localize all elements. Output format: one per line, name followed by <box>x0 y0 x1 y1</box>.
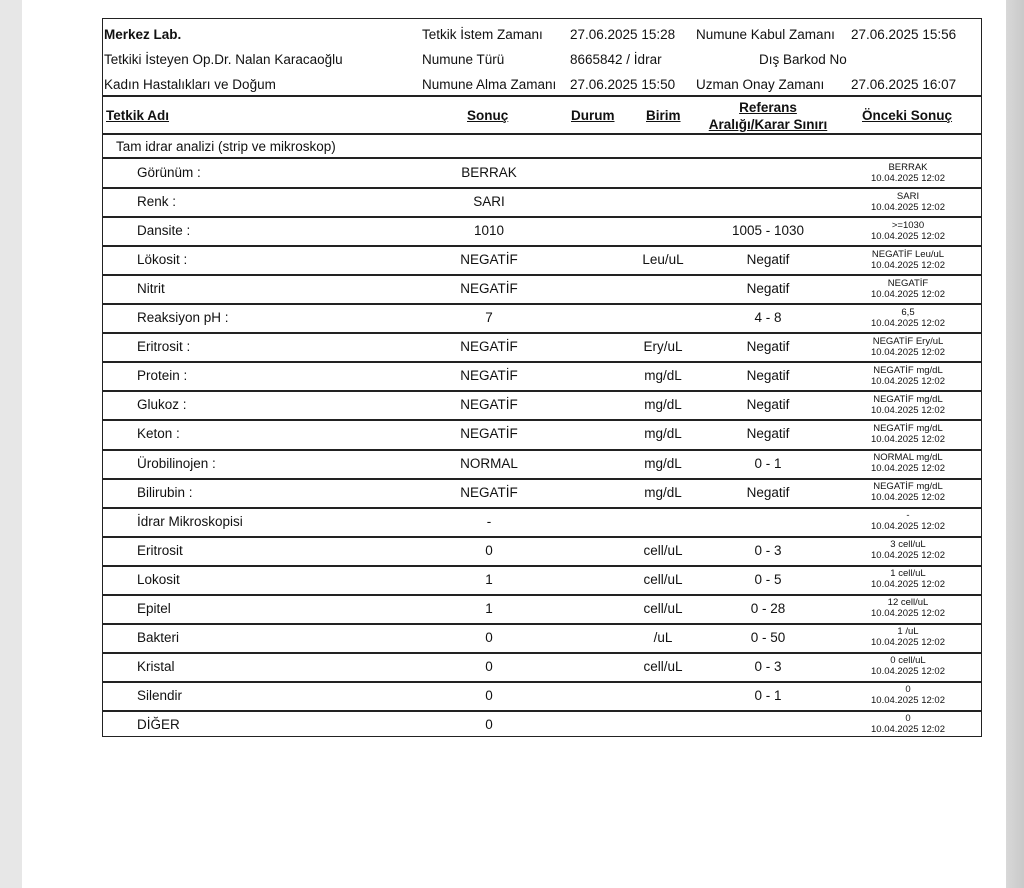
sample-type-value: 8665842 / İdrar <box>570 52 662 67</box>
test-reference: Negatif <box>746 339 790 355</box>
previous-value: 0 <box>905 684 911 696</box>
test-name: Silendir <box>137 687 183 703</box>
test-name: Kristal <box>137 658 175 674</box>
previous-date: 10.04.2025 12:02 <box>871 259 945 271</box>
previous-date: 10.04.2025 12:02 <box>871 433 945 445</box>
test-name: Görünüm : <box>137 165 201 180</box>
previous-value: 12 cell/uL <box>887 597 929 609</box>
table-row <box>103 303 981 332</box>
test-unit: mg/dL <box>644 455 682 471</box>
previous-date: 10.04.2025 12:02 <box>871 666 945 678</box>
previous-date: 10.04.2025 12:02 <box>871 521 945 533</box>
department: Kadın Hastalıkları ve Doğum <box>104 77 276 92</box>
previous-date: 10.04.2025 12:02 <box>871 375 945 387</box>
test-reference: Negatif <box>746 426 790 442</box>
test-name: Lokosit <box>137 571 180 587</box>
previous-result <box>833 478 983 507</box>
test-result: 0 <box>485 716 493 732</box>
previous-result <box>833 652 983 681</box>
test-reference: Negatif <box>746 397 790 413</box>
test-reference: 0 - 1 <box>754 455 782 471</box>
previous-value: NEGATİF Leu/uL <box>871 248 945 260</box>
previous-result <box>833 390 983 419</box>
test-unit: Ery/uL <box>643 339 683 355</box>
test-name: Glukoz : <box>137 397 187 413</box>
test-reference: Negatif <box>746 484 790 500</box>
test-unit <box>623 710 703 739</box>
test-reference: 0 - 28 <box>750 600 786 616</box>
previous-value: 0 cell/uL <box>890 655 926 667</box>
table-row <box>103 710 981 739</box>
test-result: 0 <box>485 687 493 703</box>
table-row <box>103 187 981 216</box>
table-row <box>103 390 981 419</box>
test-reference: Negatif <box>746 252 790 268</box>
col-unit: Birim <box>646 108 681 123</box>
test-unit <box>623 303 703 332</box>
previous-value: 0 <box>905 713 911 725</box>
table-row <box>103 623 981 652</box>
col-reference-line1: Referans <box>739 100 797 115</box>
previous-value: 6,5 <box>901 306 915 318</box>
previous-result <box>833 303 983 332</box>
test-unit: cell/uL <box>643 600 683 616</box>
test-name: Eritrosit <box>137 542 183 558</box>
sample-collect-label: Numune Alma Zamanı <box>422 77 557 92</box>
test-reference <box>718 507 818 536</box>
previous-value: NEGATİF mg/dL <box>873 393 943 405</box>
sample-collect-value: 27.06.2025 15:50 <box>570 77 676 92</box>
test-result: NEGATİF <box>460 397 518 413</box>
test-name: Dansite : <box>137 223 191 239</box>
previous-result <box>833 449 983 478</box>
test-result: 7 <box>485 310 493 326</box>
previous-date: 10.04.2025 12:02 <box>871 492 945 504</box>
test-result: NEGATİF <box>460 281 518 297</box>
test-unit: /uL <box>653 629 673 645</box>
previous-value: NEGATİF <box>887 277 929 289</box>
test-reference: 0 - 1 <box>754 687 782 703</box>
test-unit: Leu/uL <box>642 252 684 268</box>
previous-result <box>833 419 983 448</box>
previous-result <box>833 274 983 303</box>
test-result: BERRAK <box>461 165 517 180</box>
request-time-label: Tetkik İstem Zamanı <box>422 27 543 42</box>
section-title: Tam idrar analizi (strip ve mikroskop) <box>116 139 336 154</box>
test-unit: mg/dL <box>644 368 682 384</box>
previous-result <box>833 507 983 536</box>
header-divider <box>103 95 981 97</box>
sample-accept-value: 27.06.2025 15:56 <box>851 27 957 42</box>
previous-result <box>833 565 983 594</box>
previous-value: 1 /uL <box>897 626 919 638</box>
test-unit <box>623 187 703 216</box>
previous-result <box>833 623 983 652</box>
test-reference: 1005 - 1030 <box>731 223 805 239</box>
test-result: NEGATİF <box>460 252 518 268</box>
test-reference: Negatif <box>746 281 790 297</box>
request-time-value: 27.06.2025 15:28 <box>570 27 676 42</box>
previous-value: NEGATİF mg/dL <box>873 422 943 434</box>
previous-date: 10.04.2025 12:02 <box>871 172 945 184</box>
test-result: 0 <box>485 658 493 674</box>
table-row <box>103 245 981 274</box>
previous-value: NORMAL mg/dL <box>873 452 943 463</box>
previous-value: >=1030 <box>891 219 925 231</box>
approval-value: 27.06.2025 16:07 <box>851 77 957 92</box>
table-row <box>103 419 981 448</box>
sample-type-label: Numune Türü <box>422 52 505 67</box>
previous-date: 10.04.2025 12:02 <box>871 230 945 242</box>
table-row <box>103 449 981 478</box>
previous-value: NEGATİF Ery/uL <box>872 335 944 347</box>
previous-result <box>833 158 983 187</box>
previous-value: NEGATİF mg/dL <box>873 364 943 376</box>
test-reference <box>718 187 818 216</box>
test-reference: 0 - 5 <box>754 571 782 587</box>
test-reference: 4 - 8 <box>754 310 782 326</box>
columns-divider <box>103 133 981 135</box>
col-status: Durum <box>571 108 615 123</box>
previous-date: 10.04.2025 12:02 <box>871 550 945 562</box>
table-row <box>103 652 981 681</box>
test-result: NEGATİF <box>460 426 518 442</box>
table-row <box>103 332 981 361</box>
col-reference-line2: Aralığı/Karar Sınırı <box>708 117 828 132</box>
test-unit: mg/dL <box>644 397 682 413</box>
previous-date: 10.04.2025 12:02 <box>871 288 945 300</box>
previous-date: 10.04.2025 12:02 <box>871 637 945 649</box>
test-reference <box>718 158 818 187</box>
external-barcode-label: Dış Barkod No <box>759 52 847 67</box>
previous-result <box>833 216 983 245</box>
test-name: DİĞER <box>137 716 180 732</box>
test-result: 1 <box>485 600 493 616</box>
test-name: Renk : <box>137 194 177 210</box>
previous-date: 10.04.2025 12:02 <box>871 724 945 736</box>
table-row <box>103 158 981 187</box>
previous-value: SARI <box>896 190 920 202</box>
test-result: SARI <box>473 194 505 210</box>
test-reference: 0 - 3 <box>754 542 782 558</box>
previous-date: 10.04.2025 12:02 <box>871 695 945 707</box>
requester: Tetkiki İsteyen Op.Dr. Nalan Karacaoğlu <box>104 52 343 67</box>
test-unit <box>623 274 703 303</box>
test-unit <box>623 507 703 536</box>
previous-date: 10.04.2025 12:02 <box>871 404 945 416</box>
table-row <box>103 594 981 623</box>
previous-value: BERRAK <box>888 161 928 173</box>
previous-result <box>833 681 983 710</box>
test-name: Nitrit <box>137 281 165 297</box>
page-edge <box>1006 0 1024 888</box>
previous-result <box>833 710 983 739</box>
test-result: 0 <box>485 542 493 558</box>
test-result: NEGATİF <box>460 368 518 384</box>
test-result: 0 <box>485 629 493 645</box>
test-result: 1 <box>485 571 493 587</box>
previous-result <box>833 332 983 361</box>
previous-value: 1 cell/uL <box>890 568 926 580</box>
test-name: İdrar Mikroskopisi <box>137 513 243 529</box>
test-result: 1010 <box>473 223 505 239</box>
approval-label: Uzman Onay Zamanı <box>696 77 825 92</box>
sample-accept-label: Numune Kabul Zamanı <box>696 27 835 42</box>
test-unit: cell/uL <box>643 571 683 587</box>
previous-result <box>833 187 983 216</box>
table-row <box>103 681 981 710</box>
previous-date: 10.04.2025 12:02 <box>871 463 945 474</box>
previous-result <box>833 245 983 274</box>
previous-result <box>833 361 983 390</box>
test-unit: mg/dL <box>644 426 682 442</box>
test-reference <box>718 710 818 739</box>
test-name: Bakteri <box>137 629 180 645</box>
previous-result <box>833 594 983 623</box>
test-reference: 0 - 3 <box>754 658 782 674</box>
table-row <box>103 507 981 536</box>
col-test-name: Tetkik Adı <box>106 108 170 123</box>
test-unit <box>623 681 703 710</box>
test-unit: cell/uL <box>643 658 683 674</box>
previous-date: 10.04.2025 12:02 <box>871 608 945 620</box>
test-result: NEGATİF <box>460 484 518 500</box>
previous-value: - <box>906 510 910 522</box>
previous-date: 10.04.2025 12:02 <box>871 201 945 213</box>
test-unit: cell/uL <box>643 542 683 558</box>
test-reference: 0 - 50 <box>750 629 786 645</box>
table-row <box>103 565 981 594</box>
table-row <box>103 274 981 303</box>
test-name: Reaksiyon pH : <box>137 310 229 326</box>
previous-date: 10.04.2025 12:02 <box>871 579 945 591</box>
lab-report-table <box>102 18 982 737</box>
table-row <box>103 361 981 390</box>
col-result: Sonuç <box>467 108 509 123</box>
previous-value: NEGATİF mg/dL <box>873 481 943 493</box>
table-row <box>103 478 981 507</box>
test-result: - <box>486 513 492 529</box>
test-name: Keton : <box>137 426 180 442</box>
previous-date: 10.04.2025 12:02 <box>871 317 945 329</box>
test-name: Protein : <box>137 368 188 384</box>
test-result: NORMAL <box>460 455 518 471</box>
previous-date: 10.04.2025 12:02 <box>871 346 945 358</box>
report-page <box>22 0 1006 888</box>
test-name: Ürobilinojen : <box>137 455 216 471</box>
table-row <box>103 536 981 565</box>
test-name: Eritrosit : <box>137 339 191 355</box>
lab-name: Merkez Lab. <box>104 27 182 42</box>
test-reference: Negatif <box>746 368 790 384</box>
col-previous: Önceki Sonuç <box>862 108 953 123</box>
test-result: NEGATİF <box>460 339 518 355</box>
previous-result <box>833 536 983 565</box>
previous-value: 3 cell/uL <box>890 539 926 551</box>
test-unit <box>623 158 703 187</box>
test-name: Bilirubin : <box>137 484 193 500</box>
test-unit <box>623 216 703 245</box>
test-unit: mg/dL <box>644 484 682 500</box>
test-name: Lökosit : <box>137 252 188 268</box>
test-name: Epitel <box>137 600 171 616</box>
table-row <box>103 216 981 245</box>
